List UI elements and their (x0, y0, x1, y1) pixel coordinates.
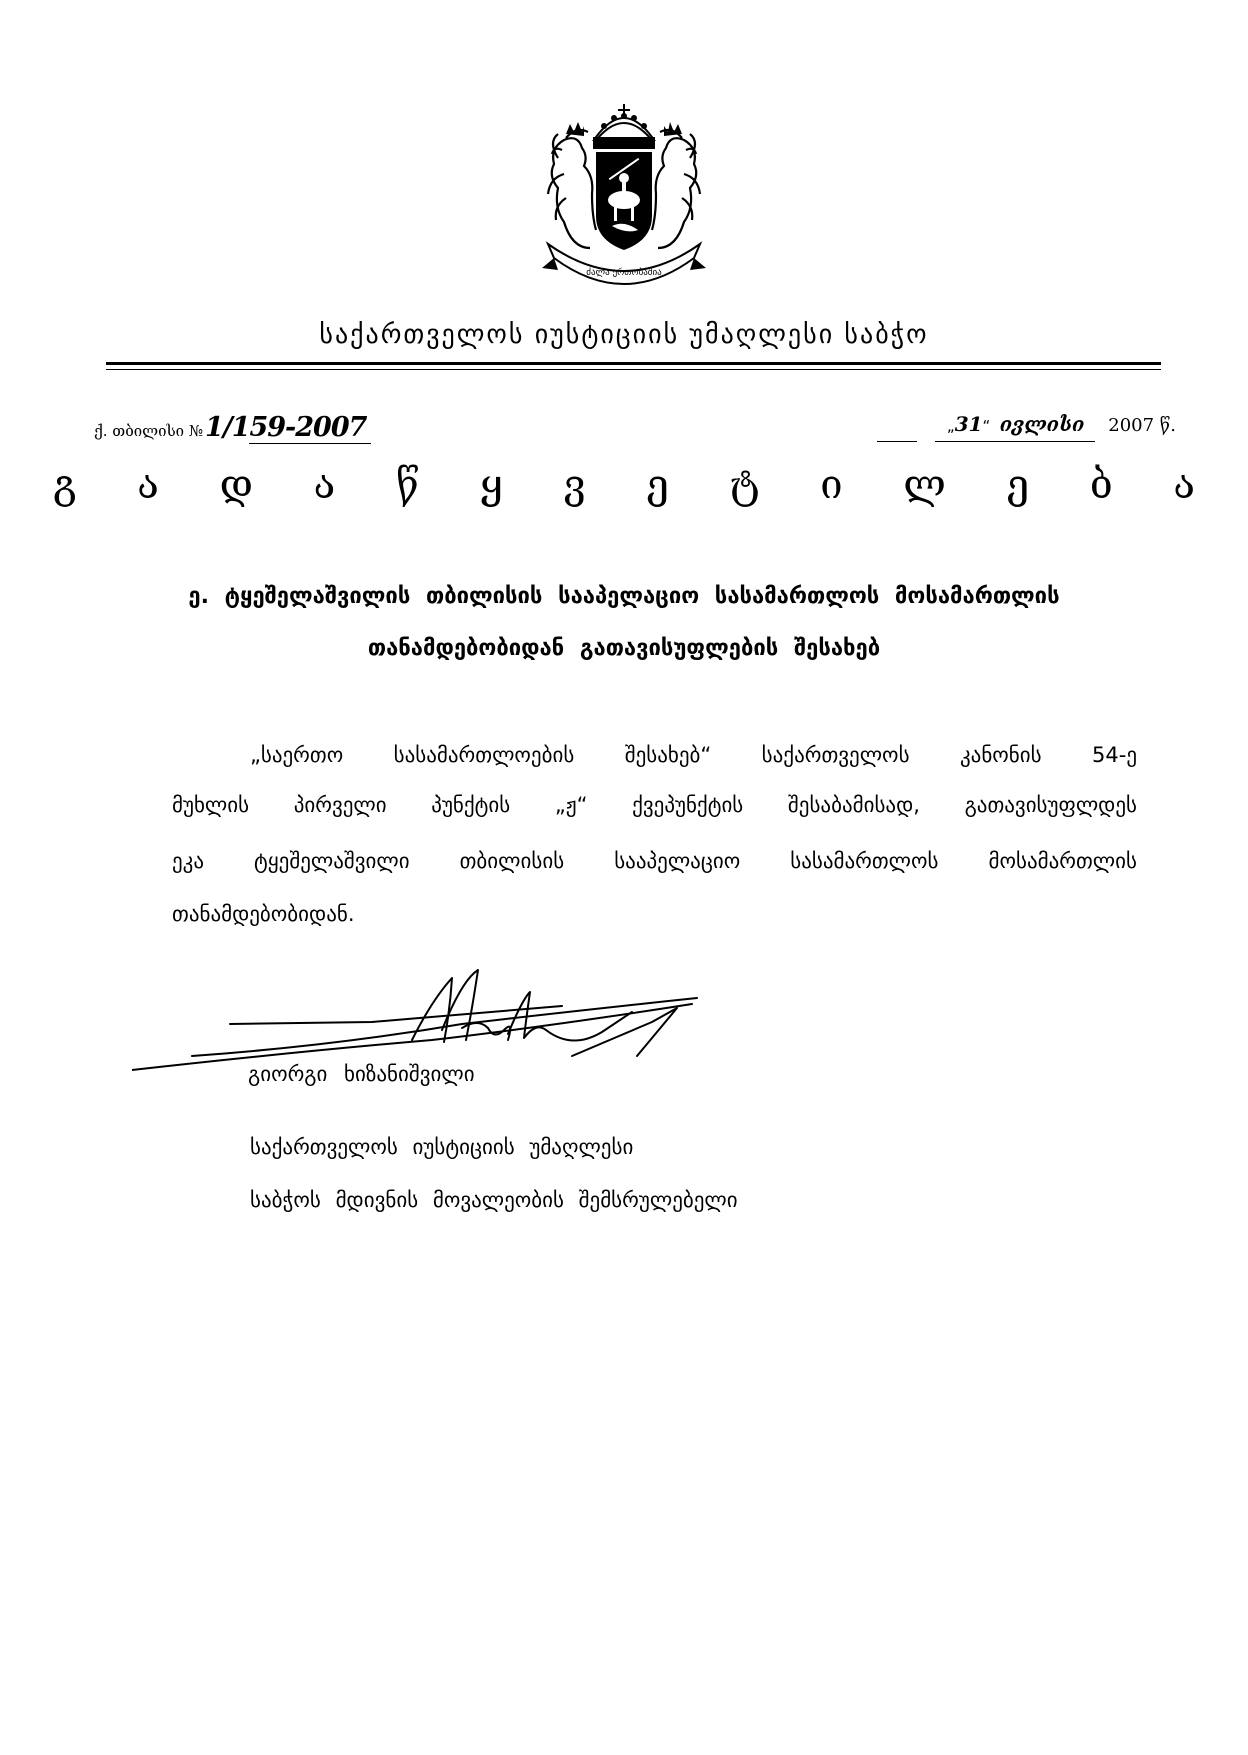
city-label: ქ. თბილისი № (94, 422, 204, 440)
date-month: ივლისი (999, 412, 1085, 436)
body-text-line: თანამდებობიდან. (172, 902, 355, 926)
body-text-line: „საერთო სასამართლოების შესახებ“ საქართველოს კანონის 54-ე (250, 743, 1137, 767)
signer-name: გიორგი ხიზანიშვილი (248, 1062, 475, 1086)
svg-text:ძალა ერთობაშია: ძალა ერთობაშია (586, 268, 662, 278)
header-divider (106, 362, 1161, 365)
day-underline (877, 441, 917, 442)
month-underline (935, 441, 1095, 442)
coat-of-arms-icon (518, 98, 730, 303)
organization-name: საქართველოს იუსტიციის უმაღლესი საბჭო (319, 320, 929, 350)
date-line: „31“ ივლისი 2007 წ. (946, 412, 1176, 436)
subject-line: თანამდებობიდან გათავისუფლების შესახებ (367, 636, 881, 661)
number-underline (249, 443, 371, 444)
signer-position: საქართველოს იუსტიციის უმაღლესი (250, 1135, 634, 1159)
body-text-line: მუხლის პირველი პუნქტის „ჟ“ ქვეპუნქტის შესაბამისად, გათავისუფლდეს (172, 793, 1137, 817)
document-number: 1/159-2007 (205, 412, 367, 443)
reference-line (94, 412, 366, 443)
body-text-line: ეკა ტყეშელაშვილი თბილისის სააპელაციო სასამართლოს მოსამართლის (172, 849, 1137, 873)
date-year: 2007 წ. (1108, 415, 1176, 436)
document-title: გ ა დ ა წ ყ ვ ე ტ ი ლ ე ბ ა (52, 462, 1220, 508)
date-day: 31 (954, 412, 983, 436)
signer-position: საბჭოს მდივნის მოვალეობის შემსრულებელი (250, 1188, 738, 1212)
header-divider-thin (106, 369, 1161, 370)
subject-line: ე. ტყეშელაშვილის თბილისის სააპელაციო სასამართლოს მოსამართლის (188, 584, 1060, 609)
